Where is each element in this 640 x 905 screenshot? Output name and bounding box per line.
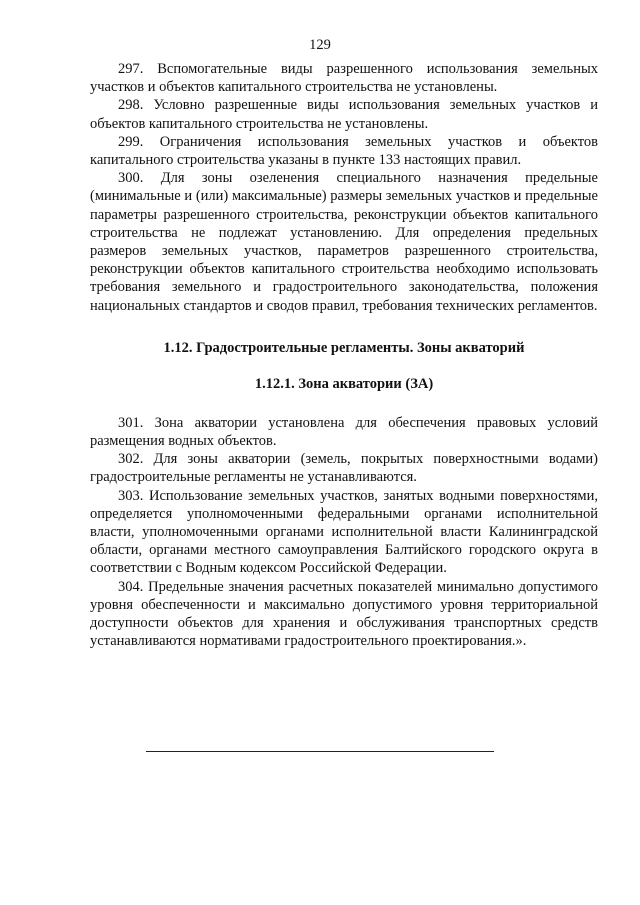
paragraph-302: 302. Для зоны акватории (земель, покрытых поверхностными водами) градостроительные регламенты не устанавливаются.	[90, 451, 598, 486]
paragraph-300: 300. Для зоны озеленения специального назначения предельные (минимальные и (или) максимальные) размеры земельных участков и предельные параметры разрешенного строительства, реконструкции объектов капитального строительства не подлежат установлению. Для определения предельных размеров земельных участков, параметров разрешенного строительства, реконструкции объектов капитального строительства необходимо использовать требования земельного и градостроительного законодательства, положения национальных стандартов и сводов правил, требования технических регламентов.	[90, 170, 598, 314]
document-body	[90, 60, 598, 650]
paragraph-304: 304. Предельные значения расчетных показателей минимально допустимого уровня обеспеченности и максимально допустимого уровня территориальной доступности объектов для хранения и обслуживания транспортных средств устанавливаются нормативами градостроительного проектирования.».	[90, 578, 598, 650]
paragraph-297: 297. Вспомогательные виды разрешенного использования земельных участков и объектов капитального строительства не установлены.	[90, 61, 598, 96]
paragraph-301: 301. Зона акватории установлена для обеспечения правовых условий размещения водных объектов.	[90, 414, 598, 450]
paragraph-303: 303. Использование земельных участков, занятых водными поверхностями, определяется уполномоченными федеральными органами исполнительной власти, уполномоченными органами исполнительной власти Калининградской области, органами местного самоуправления Балтийского городского округа в соответствии с Водным кодексом Российской Федерации.	[90, 487, 598, 577]
page-number: 129	[309, 37, 331, 53]
paragraph-298: 298. Условно разрешенные виды использования земельных участков и объектов капитального строительства не установлены.	[90, 97, 598, 132]
paragraph-299: 299. Ограничения использования земельных участков и объектов капитального строительства указаны в пункте 133 настоящих правил.	[90, 133, 598, 169]
subsection-heading: 1.12.1. Зона акватории (ЗА)	[254, 375, 434, 392]
footer-divider	[146, 751, 494, 752]
section-heading: 1.12. Градостроительные регламенты. Зоны акваторий	[163, 339, 525, 356]
